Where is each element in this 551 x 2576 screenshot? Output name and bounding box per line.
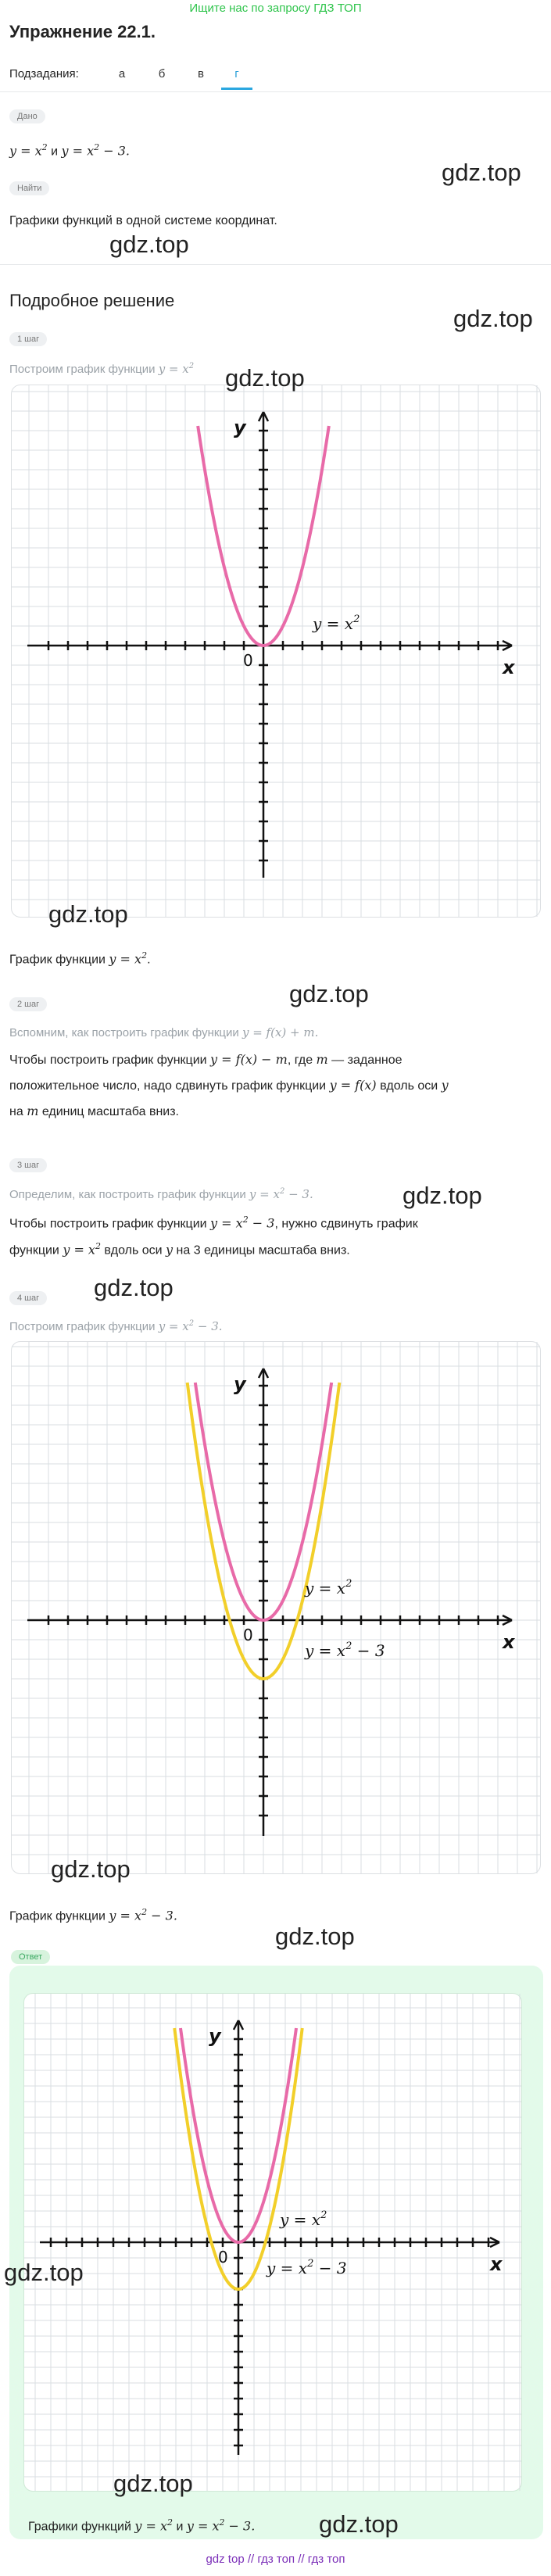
step2-line2: положительное число, надо сдвинуть график функции y = f(x) вдоль оси y: [9, 1078, 449, 1093]
label-text: − 3: [313, 2259, 347, 2277]
grid: [12, 385, 540, 917]
step4-desc: Построим график функции $y = x^2 - 3$.: [9, 1319, 223, 1333]
step2-line3: на m единиц масштаба вниз.: [9, 1104, 179, 1118]
graph-2: [12, 1342, 540, 1873]
x-axis-label: x: [490, 2253, 503, 2275]
page-title: Упражнение 22.1.: [9, 22, 156, 41]
step4-tag: 4 шаг: [9, 1291, 47, 1305]
given-text: $y = x^2$ и $y = x^2 - 3$.: [9, 142, 130, 159]
x-axis-label: x: [503, 1631, 515, 1653]
label-sup: 2: [345, 1578, 352, 1590]
step3-line2: функции $y = x^2$ вдоль оси y на 3 единицы масштаба вниз.: [9, 1241, 350, 1258]
watermark: gdz.top: [51, 1855, 131, 1883]
tab-v[interactable]: в: [198, 67, 204, 80]
tab-b[interactable]: б: [158, 67, 166, 80]
label-sup: 2: [353, 614, 360, 625]
subtasks-label: Подзадания:: [9, 67, 79, 80]
active-tab-indicator: [221, 88, 252, 90]
watermark: gdz.top: [109, 231, 189, 258]
watermark: gdz.top: [225, 364, 305, 392]
function-label-x-squared-minus-3: [304, 1640, 385, 1660]
origin-label: 0: [243, 651, 253, 670]
step2-desc: Вспомним, как построить график функции y = f(x) + m.: [9, 1025, 319, 1039]
label-text: y = x: [280, 2210, 321, 2229]
watermark: gdz.top: [94, 1274, 174, 1301]
watermark: gdz.top: [453, 305, 533, 332]
watermark: gdz.top: [48, 900, 128, 928]
watermark: gdz.top: [113, 2470, 193, 2497]
function-label-x-squared: [304, 1578, 352, 1597]
step3-tag: 3 шаг: [9, 1158, 47, 1172]
graph-1-frame: [11, 385, 541, 918]
label-text: y = x: [305, 1641, 346, 1660]
origin-label: 0: [243, 1626, 253, 1644]
watermark: gdz.top: [442, 159, 521, 186]
step2-line1: Чтобы построить график функции y = f(x) − m, где m — заданное: [9, 1052, 403, 1067]
function-label-x-squared-minus-3: [266, 2258, 347, 2277]
label-sup: 2: [307, 2258, 314, 2270]
step1-desc: Построим график функции $y = x^2$: [9, 362, 195, 376]
step1-tag: 1 шаг: [9, 332, 47, 346]
label-text: y = x: [305, 1579, 346, 1597]
graph-3: [24, 1994, 521, 2491]
label-text: − 3: [352, 1641, 385, 1660]
label-text: y = x: [313, 614, 354, 633]
step1-caption: График функции $y = x^2$.: [9, 950, 151, 967]
watermark: gdz.top: [403, 1182, 482, 1209]
label-sup: 2: [345, 1640, 352, 1652]
x-axis-label: x: [503, 657, 515, 678]
footer-links[interactable]: gdz top // гдз топ // гдз топ: [206, 2553, 345, 2566]
solution-heading: Подробное решение: [9, 291, 175, 310]
watermark: gdz.top: [319, 2510, 399, 2538]
answer-tag: Ответ: [11, 1950, 50, 1964]
origin-label: 0: [218, 2248, 228, 2267]
watermark: gdz.top: [4, 2259, 84, 2286]
label-sup: 2: [320, 2209, 327, 2221]
graph-3-frame: [23, 1993, 522, 2492]
y-axis-label: y: [209, 2025, 221, 2047]
divider: [0, 91, 551, 92]
step3-desc: Определим, как построить график функции $y = x^2 - 3$.: [9, 1187, 313, 1201]
function-label-x-squared: [312, 614, 360, 633]
watermark: gdz.top: [289, 980, 369, 1007]
function-label-x-squared: [279, 2209, 327, 2229]
tab-g[interactable]: г: [234, 67, 239, 80]
step3-line1: Чтобы построить график функции $y = x^2 - 3$, нужно сдвинуть график: [9, 1215, 418, 1231]
y-axis-label: y: [234, 1373, 246, 1395]
divider: [0, 264, 551, 265]
label-text: y = x: [267, 2259, 308, 2277]
graph-2-frame: [11, 1341, 541, 1874]
y-axis-label: y: [234, 417, 246, 438]
given-tag: Дано: [9, 109, 45, 123]
top-search-link[interactable]: Ищите нас по запросу ГДЗ ТОП: [189, 2, 362, 15]
watermark: gdz.top: [275, 1923, 355, 1950]
graph-1: [12, 385, 540, 917]
tab-a[interactable]: а: [118, 67, 126, 80]
find-text: Графики функций в одной системе координат.: [9, 214, 277, 227]
grid: [12, 1342, 540, 1873]
answer-caption: Графики функций $y = x^2$ и $y = x^2 - 3$.: [28, 2517, 256, 2534]
step4-caption: График функции $y = x^2 - 3$.: [9, 1907, 177, 1923]
find-tag: Найти: [9, 181, 49, 195]
step2-tag: 2 шаг: [9, 997, 47, 1011]
